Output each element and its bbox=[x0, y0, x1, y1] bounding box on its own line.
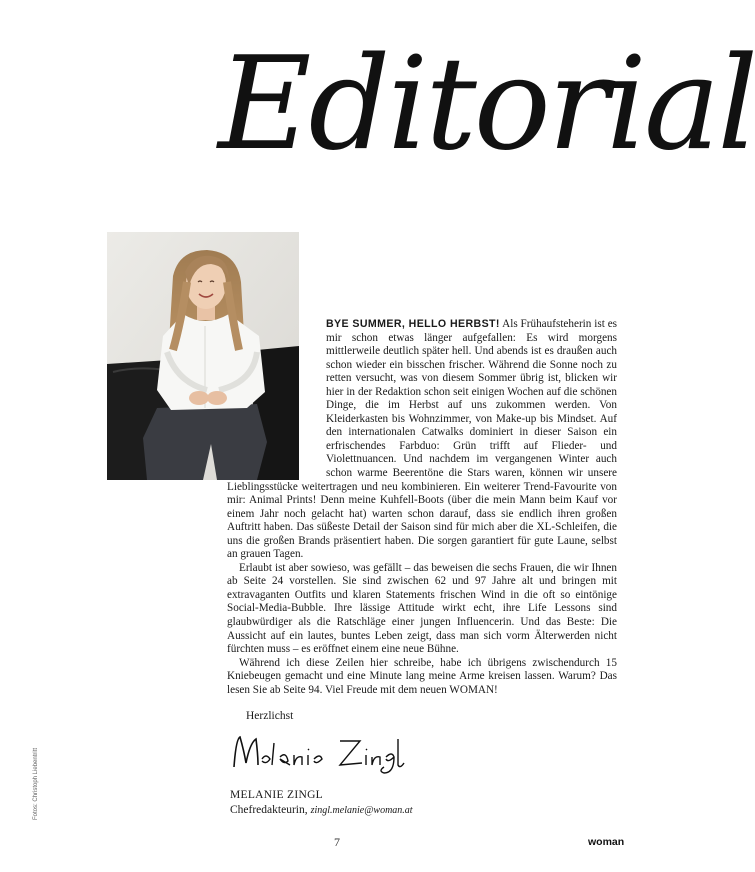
paragraph-1-text: Als Frühaufsteherin ist es mir schon etwas länger aufgefallen: Es wird morgens mittlerweile deutlich später hell. Und abends ist es draußen auch schon wieder ein bisschen frischer. Während die Sonne noch zu retten versucht, was von diesem Sommer übrig ist, blicken wir hier in der Redaktion schon seit einigen Wochen auf die schönen Dinge, die im Herbst auf uns zukommen werden. Von Kleiderkasten bis Wohnzimmer, von Make-up bis Mindset. Auf den internationalen Catwalks dominiert in dieser Saison ein erfrischendes Farbduo: Grün trifft auf Flieder- und Violettnuancen. Und nachdem im vergangenen Winter auch schon warme Beerentöne die Stars waren, können wir unsere Lieblingsstücke weitertragen und neu kombinieren. Ein weiterer Trend-Favourite von mir: Animal Prints! Denn meine Kuhfell-Boots (über die mein Mann beim Kauf vor einem Jahr noch gelacht hat) warten schon darauf, dass sie endlich ihren großen Auftritt haben. Das süßeste Detail der Saison sind für mich aber die XL-Schleifen, die uns die großen Brands präsentiert haben. Die sorgen garantiert für gute Laune, selbst an grauen Tagen. bbox=[227, 318, 618, 561]
editor-title: Chefredakteurin, bbox=[230, 804, 308, 816]
brand-logo: woman bbox=[588, 836, 625, 848]
page-number: 7 bbox=[334, 835, 340, 849]
editorial-body bbox=[227, 318, 617, 697]
signature-icon bbox=[228, 725, 408, 775]
editor-name: MELANIE ZINGL bbox=[230, 789, 324, 801]
editor-role bbox=[230, 804, 413, 816]
editor-email-link[interactable]: zingl.melanie@woman.at bbox=[310, 805, 413, 816]
handwritten-signature bbox=[228, 725, 408, 780]
paragraph-3: Während ich diese Zeilen hier schreibe, habe ich übrigens zwischendurch 15 Kniebeugen gemacht und eine Minute lang meine Arme kreisen lassen. Warum? Das lesen Sie ab Seite 94. Viel Freude mit dem neuen WOMAN! bbox=[227, 656, 617, 696]
greeting: Herzlichst bbox=[246, 710, 294, 722]
paragraph-2: Erlaubt ist aber sowieso, was gefällt – das beweisen die sechs Frauen, die wir Ihnen ab Seite 24 vorstellen. Sie sind zwischen 62 und 97 Jahre alt und bringen mit extravaganten Outfits und klaren Statements frischen Wind in die oft so eintönige Social-Media-Bubble. Ihre lässige Attitude wirkt echt, ihre Life Lessons sind glaubwürdiger als die Ratschläge einer jungen Influencerin. Und das Beste: Die Aussicht auf ein lautes, buntes Leben zeigt, dass man sich vorm Älterwerden nicht fürchten muss – es eröffnet einem eine neue Bühne. bbox=[227, 561, 617, 656]
lead-heading: BYE SUMMER, HELLO HERBST! bbox=[326, 318, 500, 330]
page-title: Editorial bbox=[218, 30, 755, 179]
photo-credit: Fotos: Christoph Liebentritt bbox=[33, 747, 39, 820]
photo-wrap-spacer bbox=[227, 318, 326, 480]
